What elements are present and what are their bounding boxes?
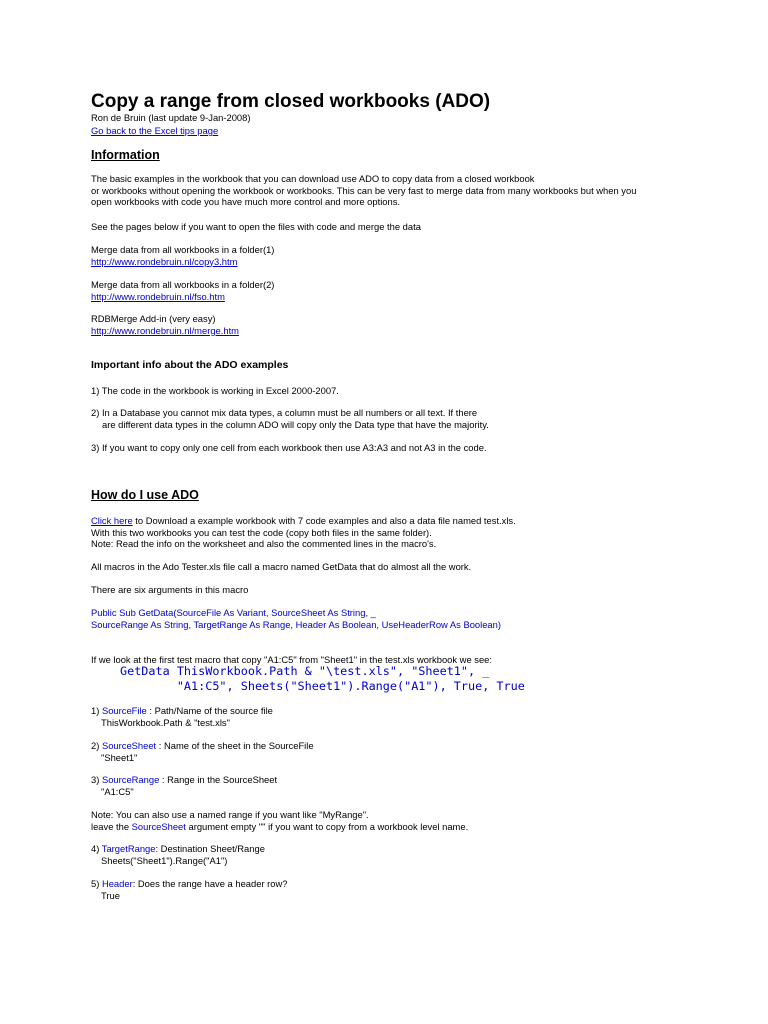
- arg-number: 4): [91, 843, 102, 854]
- arg-desc: : Path/Name of the source file: [146, 705, 273, 716]
- arg-value: "A1:C5": [101, 785, 134, 797]
- arg-item-2: [91, 740, 314, 763]
- getdata-signature: [91, 607, 501, 630]
- merge-url-link[interactable]: http://www.rondebruin.nl/fso.htm: [91, 290, 225, 302]
- arg-name: Header: [101, 878, 133, 889]
- merge-link-group-2: [91, 279, 274, 302]
- macros-line: All macros in the Ado Tester.xls file call a macro named GetData that do almost all the work.: [91, 561, 472, 572]
- arg-desc: : Does the range have a header row?: [132, 878, 288, 889]
- page-title: Copy a range from closed workbooks (ADO): [91, 91, 491, 112]
- merge-link-group-1: [91, 244, 274, 267]
- arguments-line: There are six arguments in this macro: [91, 584, 249, 595]
- important-item-2-line: 2) In a Database you cannot mix data types, a column must be all numbers or all text. If there: [91, 407, 478, 418]
- merge-link-group-3: [91, 313, 239, 336]
- information-heading: Information: [91, 148, 160, 162]
- info-line: open workbooks with code you have much more control and more options.: [91, 196, 401, 207]
- note-line: Note: You can also use a named range if you want like "MyRange".: [91, 809, 369, 820]
- arg-name: SourceRange: [101, 774, 160, 785]
- signature-line: Public Sub GetData(SourceFile As Variant, SourceSheet As String, _: [91, 607, 376, 618]
- important-item-2-line: are different data types in the column ADO will copy only the Data type that have the majority.: [102, 418, 489, 430]
- arg-item-3: [91, 774, 277, 797]
- signature-line: SourceRange As String, TargetRange As Range, Header As Boolean, UseHeaderRow As Boolean): [91, 618, 501, 630]
- back-to-tips-link[interactable]: Go back to the Excel tips page: [91, 125, 219, 136]
- merge-label: RDBMerge Add-in (very easy): [91, 313, 216, 324]
- information-paragraph: [91, 173, 636, 208]
- info-line: or workbooks without opening the workbook or workbooks. This can be very fast to merge data from many workbooks but when you: [91, 184, 637, 196]
- arg-value: Sheets("Sheet1").Range("A1"): [101, 854, 228, 866]
- code-example: [120, 664, 525, 693]
- howto-line: With this two workbooks you can test the code (copy both files in the same folder).: [91, 526, 432, 538]
- arg-item-1: [91, 705, 273, 728]
- code-line: "A1:C5", Sheets("Sheet1").Range("A1"), True, True: [120, 678, 525, 693]
- info-line: The basic examples in the workbook that you can download use ADO to copy data from a closed workbook: [91, 173, 535, 184]
- important-item-2: [91, 407, 489, 430]
- note-text: argument empty "" if you want to copy from a workbook level name.: [185, 820, 469, 832]
- author-line: Ron de Bruin (last update 9-Jan-2008): [91, 112, 251, 123]
- note-text: leave the: [91, 820, 132, 832]
- merge-url-link[interactable]: http://www.rondebruin.nl/copy3.htm: [91, 255, 238, 267]
- arg-name: TargetRange: [101, 843, 156, 854]
- arg-value: True: [101, 889, 120, 901]
- arg-name: SourceSheet: [101, 740, 157, 751]
- download-text: to Download a example workbook with 7 code examples and also a data file named test.xls.: [132, 515, 516, 526]
- arg-value: ThisWorkbook.Path & "test.xls": [101, 716, 230, 728]
- info-see-pages: See the pages below if you want to open the files with code and merge the data: [91, 221, 421, 232]
- important-heading: Important info about the ADO examples: [91, 359, 289, 371]
- arg-item-5: [91, 878, 288, 901]
- arg-number: 3): [91, 774, 102, 785]
- arg-desc: : Destination Sheet/Range: [155, 843, 265, 854]
- arg-number: 5): [91, 878, 102, 889]
- arg-number: 1): [91, 705, 102, 716]
- merge-label: Merge data from all workbooks in a folder(1): [91, 244, 275, 255]
- first-test-line: If we look at the first test macro that copy "A1:C5" from "Sheet1" in the test.xls workbook we see:: [91, 654, 492, 665]
- arg-value: "Sheet1": [101, 751, 138, 763]
- howto-intro: [91, 515, 516, 550]
- named-range-note: [91, 809, 468, 832]
- arg-item-4: [91, 843, 265, 866]
- important-item-3: 3) If you want to copy only one cell from each workbook then use A3:A3 and not A3 in the code.: [91, 442, 487, 453]
- arg-desc: : Range in the SourceSheet: [159, 774, 278, 785]
- arg-desc: : Name of the sheet in the SourceFile: [156, 740, 314, 751]
- code-line: GetData ThisWorkbook.Path & "\test.xls", "Sheet1", _: [120, 664, 490, 678]
- howto-heading: How do I use ADO: [91, 488, 199, 502]
- merge-url-link[interactable]: http://www.rondebruin.nl/merge.htm: [91, 324, 239, 336]
- download-line: [91, 515, 516, 527]
- arg-name: SourceFile: [101, 705, 147, 716]
- merge-label: Merge data from all workbooks in a folder(2): [91, 279, 275, 290]
- arg-number: 2): [91, 740, 102, 751]
- click-here-link[interactable]: Click here: [91, 515, 133, 526]
- note-keyword: SourceSheet: [131, 820, 186, 832]
- howto-line: Note: Read the info on the worksheet and also the commented lines in the macro's.: [91, 538, 437, 549]
- important-item-1: 1) The code in the workbook is working in Excel 2000-2007.: [91, 385, 339, 396]
